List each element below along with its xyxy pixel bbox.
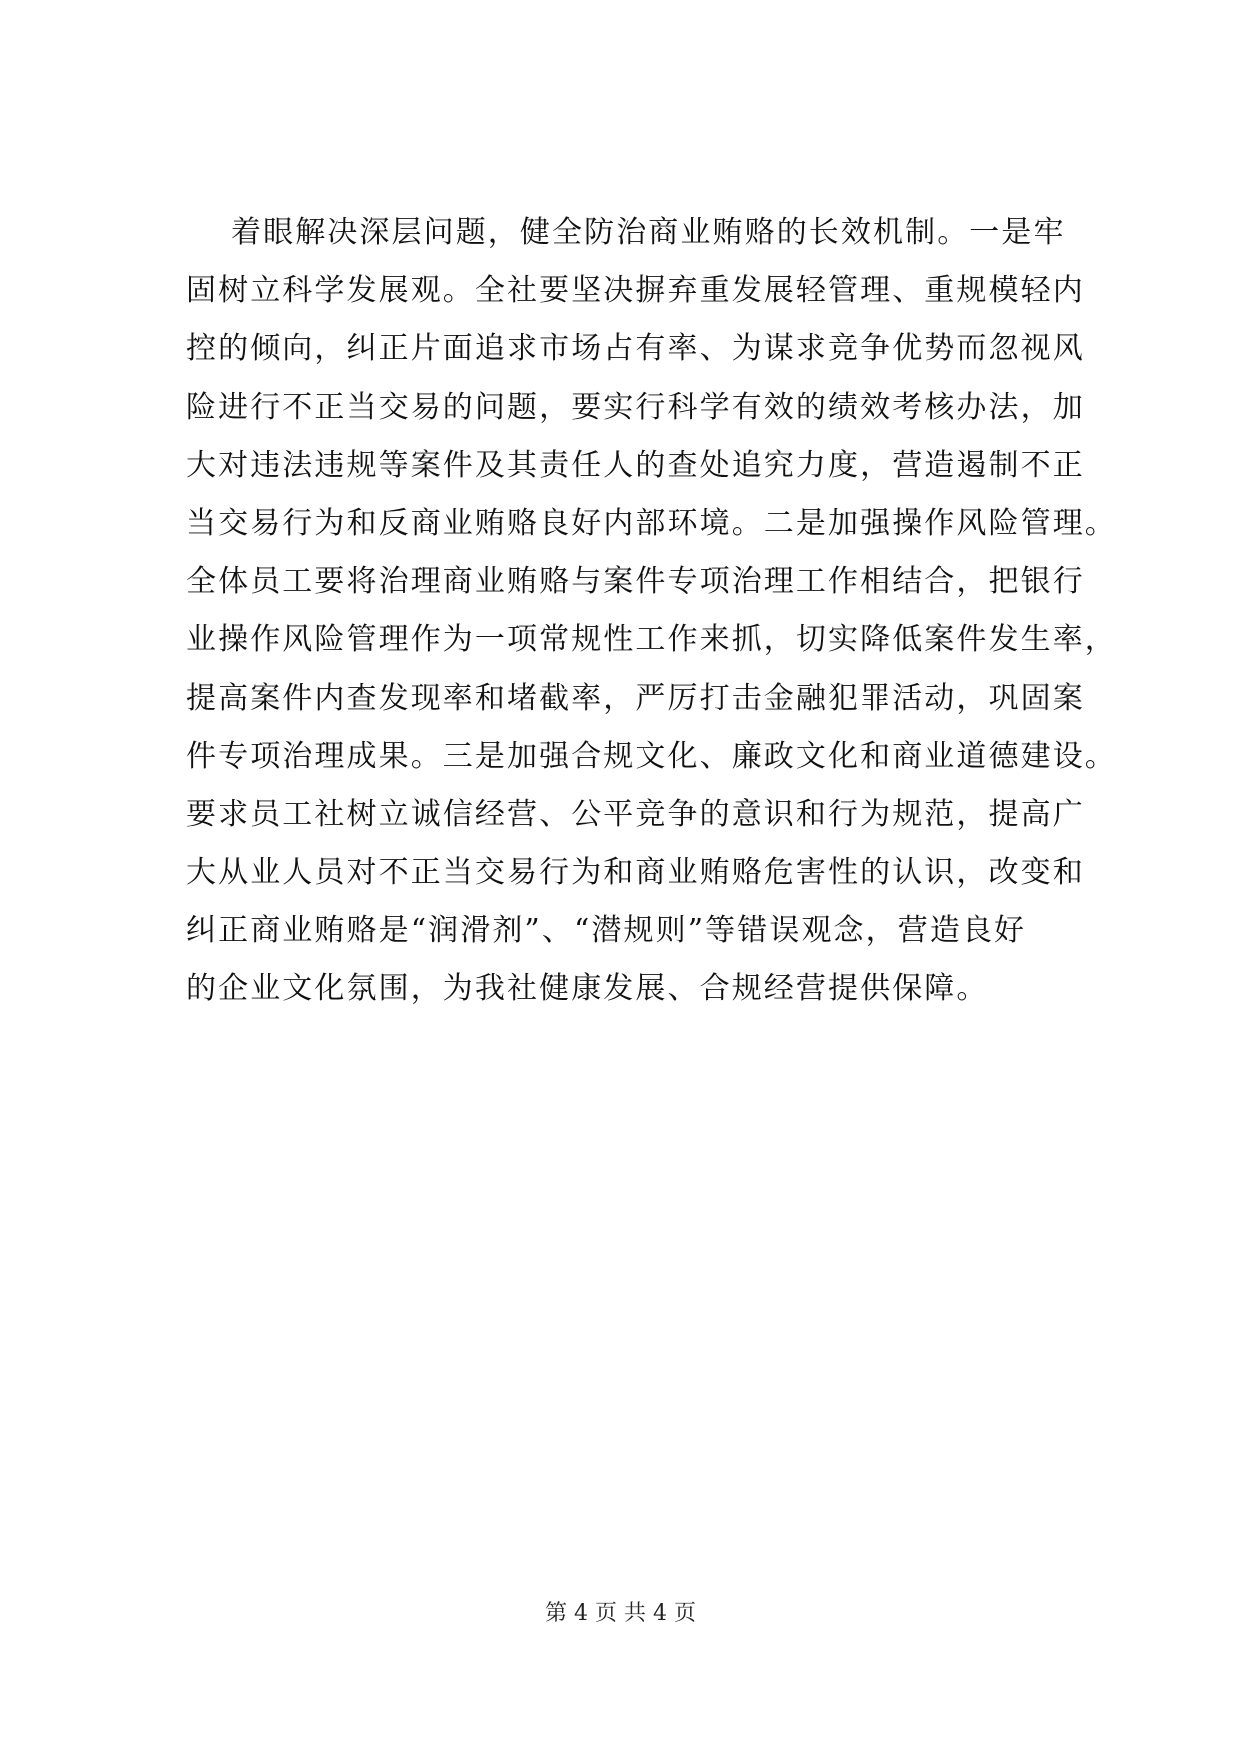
paragraph-line: 业操作风险管理作为一项常规性工作来抓，切实降低案件发生率， bbox=[186, 622, 1117, 658]
paragraph bbox=[186, 204, 1117, 1019]
paragraph-line: 全体员工要将治理商业贿赂与案件专项治理工作相结合，把银行 bbox=[186, 564, 1085, 600]
page-number-footer: 第 4 页 共 4 页 bbox=[545, 1601, 696, 1626]
paragraph-line: 大从业人员对不正当交易行为和商业贿赂危害性的认识，改变和 bbox=[186, 855, 1085, 891]
paragraph-line: 的企业文化氛围，为我社健康发展、合规经营提供保障。 bbox=[186, 971, 989, 1007]
paragraph-line: 纠正商业贿赂是“润滑剂”、“潜规则”等错误观念，营造良好 bbox=[186, 913, 1027, 949]
paragraph-line: 险进行不正当交易的问题，要实行科学有效的绩效考核办法，加 bbox=[186, 389, 1085, 425]
paragraph-line: 控的倾向，纠正片面追求市场占有率、为谋求竞争优势而忽视风 bbox=[186, 331, 1085, 367]
paragraph-line: 大对违法违规等案件及其责任人的查处追究力度，营造遏制不正 bbox=[186, 447, 1085, 483]
paragraph-line: 着眼解决深层问题，健全防治商业贿赂的长效机制。一是牢 bbox=[231, 215, 1066, 250]
paragraph-line: 固树立科学发展观。全社要坚决摒弃重发展轻管理、重规模轻内 bbox=[186, 273, 1085, 309]
paragraph-line: 当交易行为和反商业贿赂良好内部环境。二是加强操作风险管理。 bbox=[186, 505, 1117, 541]
paragraph-line: 件专项治理成果。三是加强合规文化、廉政文化和商业道德建设。 bbox=[186, 738, 1117, 774]
paragraph-line: 要求员工社树立诚信经营、公平竞争的意识和行为规范，提高广 bbox=[186, 796, 1085, 832]
paragraph-line: 提高案件内查发现率和堵截率，严厉打击金融犯罪活动，巩固案 bbox=[186, 680, 1085, 716]
